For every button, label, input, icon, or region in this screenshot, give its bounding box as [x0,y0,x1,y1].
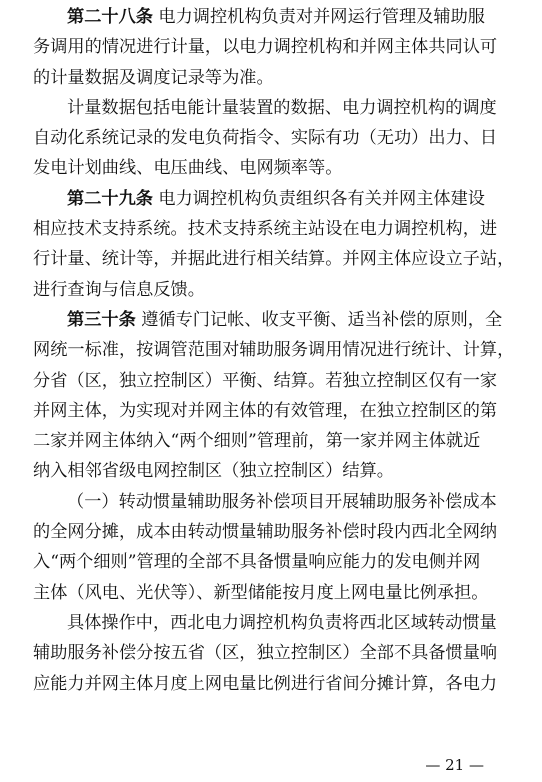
document-line [33,669,515,699]
line-text: 电力调控机构负责组织各有关并网主体建设 [152,188,485,209]
line-text: 遵循专门记帐、收支平衡、适当补偿的原则，全 [135,309,503,330]
document-line [33,275,515,305]
line-text: 进行查询与信息反馈。 [33,279,205,300]
line-text: 纳入相邻省级电网控制区（独立控制区）结算。 [33,461,394,482]
line-text: 电力调控机构负责对并网运行管理及辅助服 [152,7,485,27]
page-number: — 21 — [425,756,484,774]
line-text: 主体（风电、光伏等）、新型储能按月度上网电量比例承担。 [33,582,489,603]
document-line [33,366,515,396]
document-line [33,123,515,153]
article-heading: 第三十条 [67,309,136,330]
document-line [33,456,515,486]
document-line [33,396,515,426]
document-line [33,305,515,335]
document-line [33,32,515,62]
document-line [33,184,515,214]
line-text: 务调用的情况进行计量，以电力调控机构和并网主体共同认可 [33,37,498,58]
document-line [33,638,515,668]
article-heading: 第二十九条 [67,188,153,209]
line-text: 辅助服务补偿分按五省（区，独立控制区）全部不具备惯量响 [33,643,498,664]
line-text: （一）转动惯量辅助服务补偿项目开展辅助服务补偿成本 [67,491,497,512]
line-text: 的全网分摊，成本由转动惯量辅助服务补偿时段内西北全网纳 [33,522,498,543]
line-text: 计量数据包括电能计量装置的数据、电力调控机构的调度 [67,97,497,118]
line-text: 分省（区，独立控制区）平衡、结算。若独立控制区仅有一家 [33,370,498,391]
document-line [33,153,515,183]
document-line [33,63,515,93]
document-line [33,487,515,517]
line-text: 具体操作中，西北电力调控机构负责将西北区域转动惯量 [67,612,497,633]
line-text: 相应技术支持系统。技术支持系统主站设在电力调控机构，进 [33,219,498,240]
line-text: 发电计划曲线、电压曲线、电网频率等。 [33,158,343,179]
article-heading: 第二十八条 [67,7,153,27]
document-line [33,547,515,577]
document-line [33,578,515,608]
document-line [33,335,515,365]
document-line [33,244,515,274]
line-text: 网统一标准，按调管范围对辅助服务调用情况进行统计、计算， [33,340,515,361]
line-text: 入“两个细则”管理的全部不具备惯量响应能力的发电侧并网 [33,552,481,573]
document-line [33,93,515,123]
document-line [33,608,515,638]
document-line [33,517,515,547]
line-text: 的计量数据及调度记录等为准。 [33,67,274,88]
document-body [33,2,515,699]
document-line [33,426,515,456]
line-text: 二家并网主体纳入“两个细则”管理前，第一家并网主体就近 [33,431,481,452]
document-line [33,214,515,244]
line-text: 行计量、统计等，并据此进行相关结算。并网主体应设立子站， [33,249,515,270]
document-line [33,2,515,32]
line-text: 并网主体，为实现对并网主体的有效管理，在独立控制区的第 [33,400,498,421]
line-text: 应能力并网主体月度上网电量比例进行省间分摊计算，各电力 [33,673,498,694]
line-text: 自动化系统记录的发电负荷指令、实际有功（无功）出力、日 [33,128,498,149]
